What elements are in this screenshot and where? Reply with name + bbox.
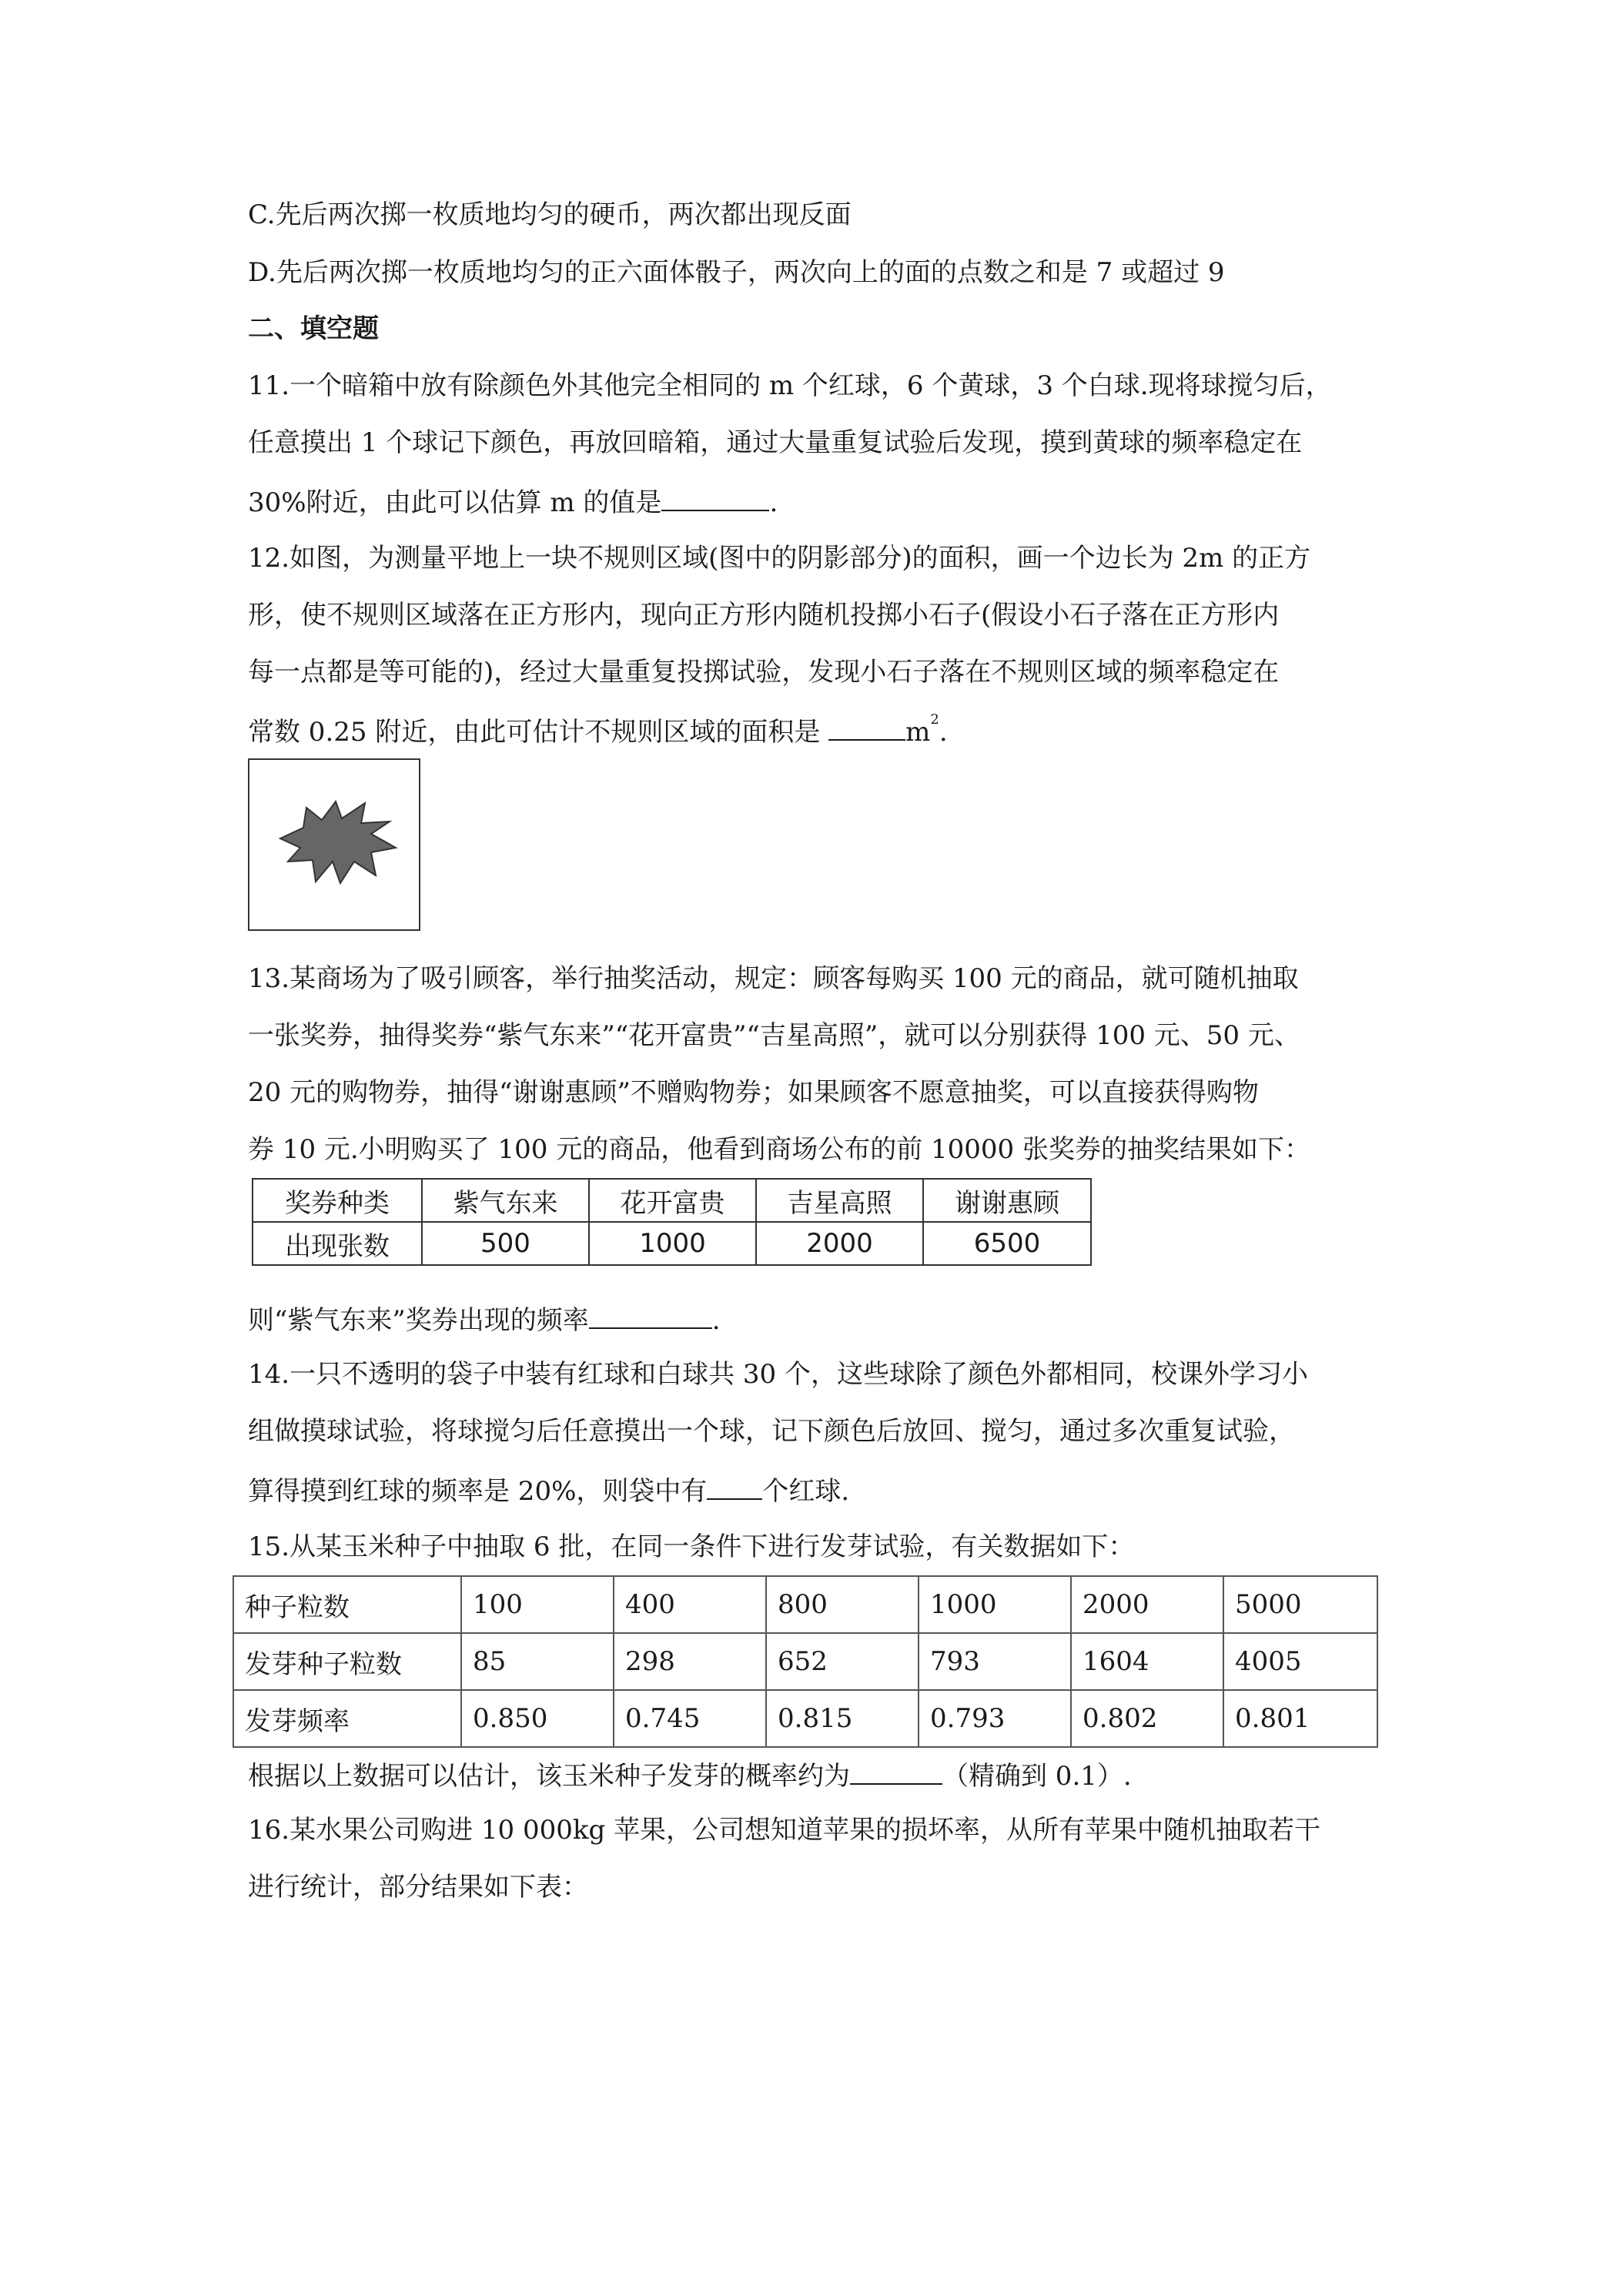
- q13-text: 则“紫气东来”奖券出现的频率: [248, 1305, 589, 1336]
- table-cell: 出现张数: [253, 1222, 422, 1265]
- table-cell: 1604: [1071, 1633, 1223, 1690]
- q13-line2: 一张奖券，抽得奖券“紫气东来”“花开富贵”“吉星高照”，就可以分别获得 100 元、50 元、: [248, 1020, 1300, 1051]
- q14-answer-blank[interactable]: [707, 1475, 762, 1500]
- q12-unit-sup: 2: [930, 711, 939, 728]
- section-heading: 二、填空题: [248, 313, 379, 344]
- table-row: [233, 1633, 1377, 1690]
- q12-figure: [248, 758, 420, 931]
- table-row: [253, 1179, 1091, 1222]
- q13-answer-blank[interactable]: [589, 1304, 712, 1329]
- table-cell: 298: [614, 1633, 766, 1690]
- table-cell: 0.815: [766, 1690, 919, 1747]
- q11-answer-blank[interactable]: [661, 487, 769, 511]
- table-cell: 种子粒数: [233, 1576, 461, 1633]
- table-cell: 800: [766, 1576, 919, 1633]
- q15-end: （精确到 0.1）.: [942, 1761, 1132, 1792]
- table-cell: 1000: [919, 1576, 1071, 1633]
- q14-end: 个红球.: [762, 1476, 850, 1507]
- table-cell: 2000: [756, 1222, 923, 1265]
- table-cell: 4005: [1223, 1633, 1377, 1690]
- table-cell: 793: [919, 1633, 1071, 1690]
- q12-end: .: [939, 717, 948, 748]
- q11-line3: [248, 487, 778, 516]
- q13-line1: 13.某商场为了吸引顾客，举行抽奖活动，规定：顾客每购买 100 元的商品，就可随机抽取: [248, 963, 1299, 994]
- q14-line3: [248, 1475, 850, 1507]
- q12-line1: 12.如图，为测量平地上一块不规则区域(图中的阴影部分)的面积，画一个边长为 2m 的正方: [248, 543, 1311, 574]
- q16-line2: 进行统计，部分结果如下表：: [248, 1872, 588, 1903]
- q16-line1: 16.某水果公司购进 10 000kg 苹果，公司想知道苹果的损坏率，从所有苹果中随机抽取若干: [248, 1815, 1321, 1846]
- prize-results-table: [252, 1178, 1092, 1266]
- table-cell: 紫气东来: [422, 1179, 589, 1222]
- q12-text: 常数 0.25 附近，由此可估计不规则区域的面积是: [248, 717, 829, 748]
- table-cell: 500: [422, 1222, 589, 1265]
- q11-line1: 11.一个暗箱中放有除颜色外其他完全相同的 m 个红球，6 个黄球，3 个白球.现将球搅匀后，: [248, 370, 1332, 401]
- q15-line2: [248, 1760, 1132, 1792]
- table-cell: 100: [461, 1576, 614, 1633]
- table-cell: 0.745: [614, 1690, 766, 1747]
- table-cell: 400: [614, 1576, 766, 1633]
- table-cell: 0.850: [461, 1690, 614, 1747]
- q14-line2: 组做摸球试验，将球搅匀后任意摸出一个球，记下颜色后放回、搅匀，通过多次重复试验，: [248, 1416, 1295, 1447]
- q11-line2: 任意摸出 1 个球记下颜色，再放回暗箱，通过大量重复试验后发现，摸到黄球的频率稳定在: [248, 427, 1303, 458]
- q13-end: .: [711, 1305, 721, 1336]
- q11-end: .: [769, 487, 778, 518]
- q15-text: 根据以上数据可以估计，该玉米种子发芽的概率约为: [248, 1761, 850, 1792]
- q12-line3: 每一点都是等可能的)，经过大量重复投掷试验，发现小石子落在不规则区域的频率稳定在: [248, 657, 1280, 688]
- q11-text: 30%附近，由此可以估算 m 的值是: [248, 487, 662, 518]
- germination-table: [233, 1575, 1378, 1748]
- q12-answer-blank[interactable]: [828, 716, 905, 741]
- table-cell: 谢谢惠顾: [923, 1179, 1091, 1222]
- q13-line5: [248, 1304, 721, 1334]
- table-cell: 1000: [589, 1222, 756, 1265]
- table-cell: 0.801: [1223, 1690, 1377, 1747]
- table-cell: 花开富贵: [589, 1179, 756, 1222]
- q13-line3: 20 元的购物券，抽得“谢谢惠顾”不赠购物券；如果顾客不愿意抽奖，可以直接获得购物: [248, 1077, 1259, 1108]
- q12-unit: m: [905, 717, 931, 748]
- q14-text: 算得摸到红球的频率是 20%，则袋中有: [248, 1476, 708, 1507]
- table-cell: 吉星高照: [756, 1179, 923, 1222]
- q14-line1: 14.一只不透明的袋子中装有红球和白球共 30 个，这些球除了颜色外都相同，校课外学习小: [248, 1359, 1308, 1390]
- table-cell: 0.793: [919, 1690, 1071, 1747]
- table-cell: 0.802: [1071, 1690, 1223, 1747]
- q12-line4: [248, 711, 948, 748]
- table-cell: 发芽种子粒数: [233, 1633, 461, 1690]
- table-row: [233, 1690, 1377, 1747]
- table-cell: 5000: [1223, 1576, 1377, 1633]
- q15-line1: 15.从某玉米种子中抽取 6 批，在同一条件下进行发芽试验，有关数据如下：: [248, 1531, 1135, 1562]
- table-cell: 奖券种类: [253, 1179, 422, 1222]
- table-cell: 85: [461, 1633, 614, 1690]
- option-d: D.先后两次掷一枚质地均匀的正六面体骰子，两次向上的面的点数之和是 7 或超过 9: [248, 257, 1225, 288]
- q13-line4: 券 10 元.小明购买了 100 元的商品，他看到商场公布的前 10000 张奖券的抽奖结果如下：: [248, 1134, 1310, 1165]
- q12-line2: 形，使不规则区域落在正方形内，现向正方形内随机投掷小石子(假设小石子落在正方形内: [248, 600, 1280, 631]
- table-cell: 2000: [1071, 1576, 1223, 1633]
- table-cell: 652: [766, 1633, 919, 1690]
- irregular-region-shape: [249, 760, 419, 929]
- option-c: C.先后两次掷一枚质地均匀的硬币，两次都出现反面: [248, 199, 852, 230]
- table-row: [253, 1222, 1091, 1265]
- table-row: [233, 1576, 1377, 1633]
- table-cell: 发芽频率: [233, 1690, 461, 1747]
- q15-answer-blank[interactable]: [850, 1760, 942, 1785]
- table-cell: 6500: [923, 1222, 1091, 1265]
